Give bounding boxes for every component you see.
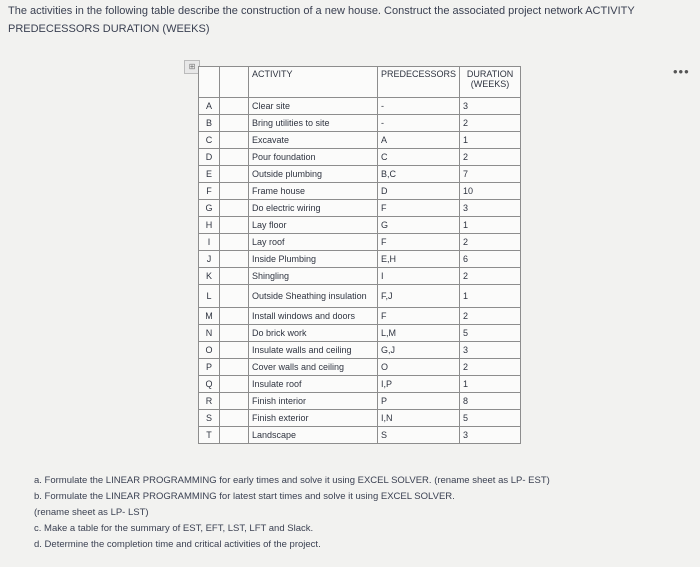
row-predecessors: D bbox=[378, 183, 460, 200]
row-letter: M bbox=[199, 308, 220, 325]
row-predecessors: P bbox=[378, 393, 460, 410]
row-predecessors: F,J bbox=[378, 285, 460, 308]
row-predecessors: F bbox=[378, 308, 460, 325]
table-row bbox=[199, 427, 521, 444]
row-predecessors: I bbox=[378, 268, 460, 285]
row-letter: B bbox=[199, 115, 220, 132]
row-duration: 2 bbox=[460, 149, 521, 166]
row-predecessors: G,J bbox=[378, 342, 460, 359]
row-duration: 6 bbox=[460, 251, 521, 268]
row-gap bbox=[220, 149, 249, 166]
table-row bbox=[199, 325, 521, 342]
row-letter: N bbox=[199, 325, 220, 342]
more-options-icon[interactable]: ••• bbox=[673, 64, 690, 79]
row-predecessors: G bbox=[378, 217, 460, 234]
row-letter: L bbox=[199, 285, 220, 308]
row-letter: F bbox=[199, 183, 220, 200]
row-duration: 10 bbox=[460, 183, 521, 200]
row-duration: 1 bbox=[460, 132, 521, 149]
table-row bbox=[199, 166, 521, 183]
row-duration: 2 bbox=[460, 268, 521, 285]
row-gap bbox=[220, 376, 249, 393]
row-gap bbox=[220, 308, 249, 325]
row-letter: S bbox=[199, 410, 220, 427]
row-gap bbox=[220, 251, 249, 268]
table-row bbox=[199, 308, 521, 325]
row-gap bbox=[220, 342, 249, 359]
row-predecessors: O bbox=[378, 359, 460, 376]
row-gap bbox=[220, 359, 249, 376]
row-letter: E bbox=[199, 166, 220, 183]
row-duration: 1 bbox=[460, 285, 521, 308]
row-gap bbox=[220, 98, 249, 115]
row-predecessors: F bbox=[378, 234, 460, 251]
row-activity: Do brick work bbox=[249, 325, 378, 342]
row-letter: O bbox=[199, 342, 220, 359]
row-duration: 2 bbox=[460, 308, 521, 325]
row-activity: Landscape bbox=[249, 427, 378, 444]
row-duration: 7 bbox=[460, 166, 521, 183]
row-gap bbox=[220, 115, 249, 132]
table-row bbox=[199, 268, 521, 285]
table-row bbox=[199, 200, 521, 217]
row-duration: 1 bbox=[460, 217, 521, 234]
row-duration: 3 bbox=[460, 98, 521, 115]
row-letter: P bbox=[199, 359, 220, 376]
row-activity: Install windows and doors bbox=[249, 308, 378, 325]
row-predecessors: B,C bbox=[378, 166, 460, 183]
row-activity: Bring utilities to site bbox=[249, 115, 378, 132]
table-row bbox=[199, 393, 521, 410]
questions-block bbox=[34, 473, 684, 553]
table-row bbox=[199, 251, 521, 268]
row-letter: D bbox=[199, 149, 220, 166]
row-letter: H bbox=[199, 217, 220, 234]
question-a: a. Formulate the LINEAR PROGRAMMING for early times and solve it using EXCEL SOLVER. (rename sheet as LP- EST) bbox=[34, 475, 550, 486]
row-gap bbox=[220, 132, 249, 149]
row-gap bbox=[220, 234, 249, 251]
row-duration: 8 bbox=[460, 393, 521, 410]
table-header-row bbox=[199, 67, 521, 98]
header-gap-cell bbox=[220, 67, 249, 98]
row-predecessors: S bbox=[378, 427, 460, 444]
row-letter: G bbox=[199, 200, 220, 217]
activity-table bbox=[198, 66, 521, 444]
row-gap bbox=[220, 393, 249, 410]
row-gap bbox=[220, 183, 249, 200]
row-predecessors: E,H bbox=[378, 251, 460, 268]
table-move-icon[interactable]: ⊞ bbox=[184, 60, 200, 74]
row-duration: 2 bbox=[460, 359, 521, 376]
row-predecessors: F bbox=[378, 200, 460, 217]
row-activity: Frame house bbox=[249, 183, 378, 200]
row-gap bbox=[220, 325, 249, 342]
header-predecessors: PREDECESSORS bbox=[378, 67, 460, 98]
row-duration: 5 bbox=[460, 325, 521, 342]
row-gap bbox=[220, 285, 249, 308]
row-predecessors: - bbox=[378, 115, 460, 132]
intro-text: The activities in the following table describe the construction of a new house. Construct the associated project network ACTIVITY PREDECESSORS DURATION (WEEKS) bbox=[8, 5, 635, 35]
row-activity: Insulate walls and ceiling bbox=[249, 342, 378, 359]
row-letter: K bbox=[199, 268, 220, 285]
table-row bbox=[199, 132, 521, 149]
row-activity: Finish exterior bbox=[249, 410, 378, 427]
row-duration: 1 bbox=[460, 376, 521, 393]
question-c: c. Make a table for the summary of EST, EFT, LST, LFT and Slack. bbox=[34, 523, 314, 534]
row-letter: C bbox=[199, 132, 220, 149]
table-row bbox=[199, 149, 521, 166]
row-predecessors: C bbox=[378, 149, 460, 166]
row-activity: Outside plumbing bbox=[249, 166, 378, 183]
table-row bbox=[199, 234, 521, 251]
row-gap bbox=[220, 166, 249, 183]
table-row bbox=[199, 217, 521, 234]
row-letter: I bbox=[199, 234, 220, 251]
header-letter-cell bbox=[199, 67, 220, 98]
row-activity: Excavate bbox=[249, 132, 378, 149]
table-row bbox=[199, 410, 521, 427]
question-b: b. Formulate the LINEAR PROGRAMMING for latest start times and solve it using EXCEL SOLVER. bbox=[34, 491, 455, 502]
table-row bbox=[199, 285, 521, 308]
row-letter: A bbox=[199, 98, 220, 115]
row-duration: 2 bbox=[460, 115, 521, 132]
table-row bbox=[199, 98, 521, 115]
table-row bbox=[199, 359, 521, 376]
header-activity: ACTIVITY bbox=[249, 67, 378, 98]
row-activity: Inside Plumbing bbox=[249, 251, 378, 268]
row-gap bbox=[220, 200, 249, 217]
row-letter: Q bbox=[199, 376, 220, 393]
table-row bbox=[199, 342, 521, 359]
row-activity: Finish interior bbox=[249, 393, 378, 410]
row-predecessors: I,P bbox=[378, 376, 460, 393]
row-activity: Insulate roof bbox=[249, 376, 378, 393]
table-row bbox=[199, 183, 521, 200]
row-gap bbox=[220, 410, 249, 427]
row-letter: T bbox=[199, 427, 220, 444]
question-d: d. Determine the completion time and critical activities of the project. bbox=[34, 539, 321, 550]
table-row bbox=[199, 376, 521, 393]
row-activity: Pour foundation bbox=[249, 149, 378, 166]
row-predecessors: I,N bbox=[378, 410, 460, 427]
row-duration: 3 bbox=[460, 342, 521, 359]
row-gap bbox=[220, 427, 249, 444]
row-letter: R bbox=[199, 393, 220, 410]
question-b-note: (rename sheet as LP- LST) bbox=[34, 507, 149, 518]
header-duration: DURATION (WEEKS) bbox=[460, 67, 521, 98]
table-row bbox=[199, 115, 521, 132]
row-activity: Lay roof bbox=[249, 234, 378, 251]
row-predecessors: L,M bbox=[378, 325, 460, 342]
row-activity: Shingling bbox=[249, 268, 378, 285]
row-duration: 2 bbox=[460, 234, 521, 251]
row-activity: Lay floor bbox=[249, 217, 378, 234]
row-activity: Outside Sheathing insulation bbox=[249, 285, 378, 308]
row-duration: 3 bbox=[460, 200, 521, 217]
row-gap bbox=[220, 268, 249, 285]
row-duration: 3 bbox=[460, 427, 521, 444]
row-duration: 5 bbox=[460, 410, 521, 427]
row-activity: Do electric wiring bbox=[249, 200, 378, 217]
row-activity: Clear site bbox=[249, 98, 378, 115]
row-predecessors: - bbox=[378, 98, 460, 115]
row-gap bbox=[220, 217, 249, 234]
row-activity: Cover walls and ceiling bbox=[249, 359, 378, 376]
row-letter: J bbox=[199, 251, 220, 268]
row-predecessors: A bbox=[378, 132, 460, 149]
